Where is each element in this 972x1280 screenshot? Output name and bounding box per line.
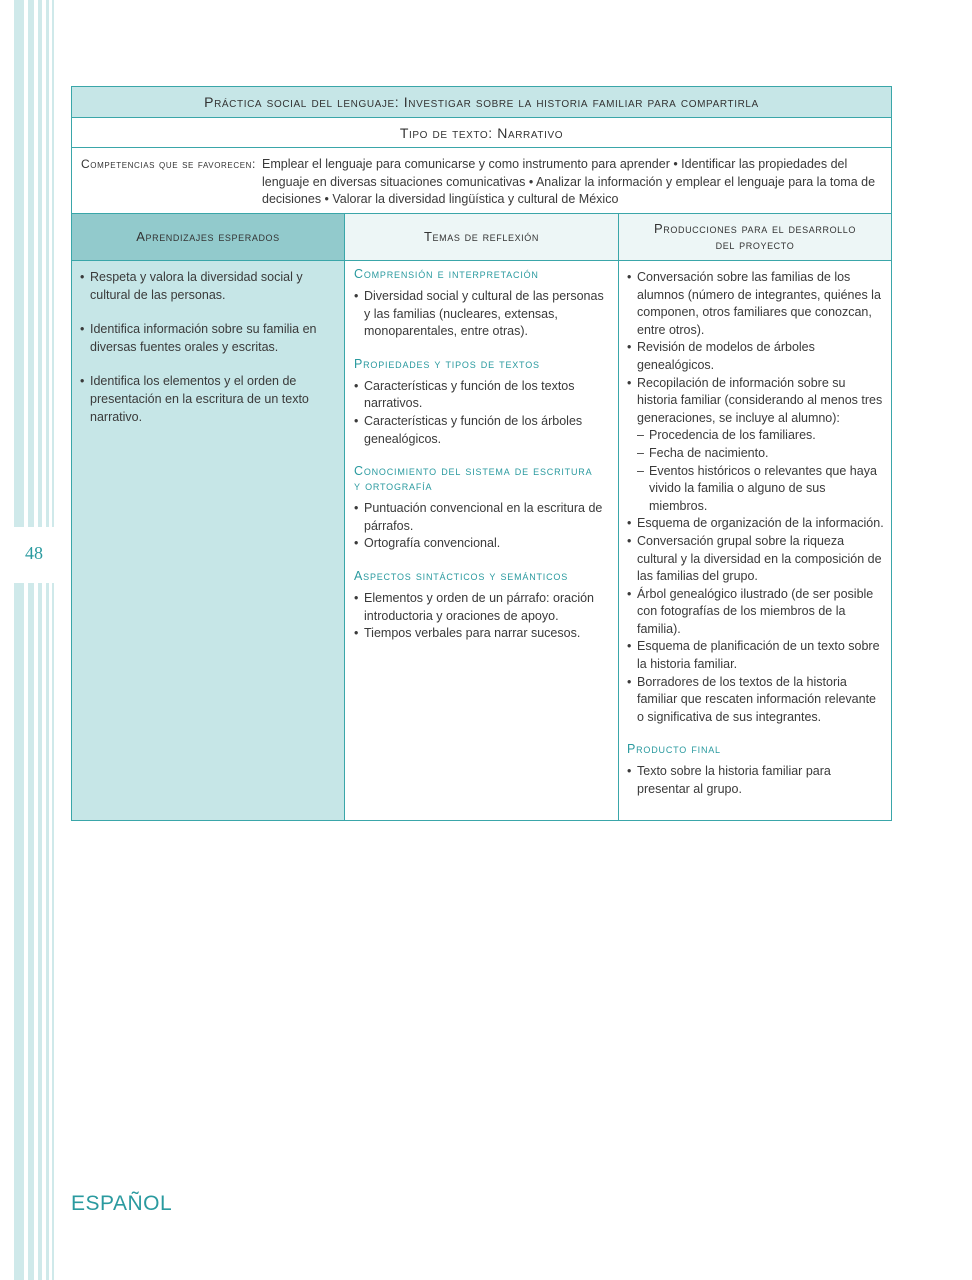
decorative-stripe	[52, 0, 54, 1280]
decorative-stripe	[46, 0, 49, 1280]
header-producciones: Producciones para el desarrollo del proyecto	[619, 214, 891, 260]
list-item: • Identifica información sobre su familia en diversas fuentes orales y escritas.	[80, 321, 338, 356]
text-type: Tipo de texto: Narrativo	[399, 124, 564, 141]
sub-list-item: – Eventos históricos o relevantes que haya vivido la familia o alguno de sus miembros.	[627, 463, 885, 516]
competencias-text: Emplear el lenguaje para comunicarse y como instrumento para aprender • Identificar las propiedades del lenguaje en diversas situaciones comunicativas • Analizar la información y emplear el lenguaje para la toma de decisiones • Valorar la diversidad lingüística y cultural de México	[262, 157, 876, 206]
list-item: • Diversidad social y cultural de las personas y las familias (nucleares, extensas, monoparentales, entre otras).	[354, 288, 612, 341]
temas-section	[354, 569, 612, 643]
competencias-row	[72, 148, 891, 214]
list-item: • Identifica los elementos y el orden de presentación en la escritura de un texto narrativo.	[80, 373, 338, 426]
list-item: • Esquema de planificación de un texto sobre la historia familiar.	[627, 638, 885, 673]
list-item: • Esquema de organización de la información.	[627, 515, 885, 533]
header-aprendizajes: Aprendizajes esperados	[72, 214, 345, 260]
aprendizajes-column	[72, 261, 345, 820]
header-temas: Temas de reflexión	[345, 214, 619, 260]
practice-title: Práctica social del lenguaje: Investigar sobre la historia familiar para compartirla	[204, 94, 759, 110]
list-item: • Texto sobre la historia familiar para presentar al grupo.	[627, 763, 885, 798]
column-headers	[72, 214, 891, 261]
final-product-title: Producto final	[627, 742, 721, 757]
table-body	[72, 261, 891, 820]
list-item: • Características y función de los árboles genealógicos.	[354, 413, 612, 448]
temas-section	[354, 267, 612, 341]
list-item: • Borradores de los textos de la historia familiar que rescaten información relevante o significativa de sus integrantes.	[627, 674, 885, 727]
list-item: • Puntuación convencional en la escritura de párrafos.	[354, 500, 612, 535]
text-type-row	[72, 118, 891, 148]
list-item: • Características y función de los textos narrativos.	[354, 378, 612, 413]
list-item: • Árbol genealógico ilustrado (de ser posible con fotografías de los miembros de la familia).	[627, 586, 885, 639]
producciones-column	[619, 261, 891, 820]
list-item: • Conversación sobre las familias de los alumnos (número de integrantes, quiénes la componen, otros familiares que conozcan, entre otros).	[627, 269, 885, 339]
list-item: • Tiempos verbales para narrar sucesos.	[354, 625, 612, 643]
list-item: • Ortografía convencional.	[354, 535, 612, 553]
decorative-stripe	[28, 0, 34, 1280]
list-item: • Revisión de modelos de árboles genealógicos.	[627, 339, 885, 374]
competencias-label: Competencias que se favorecen:	[81, 157, 256, 171]
list-item: • Conversación grupal sobre la riqueza cultural y la diversidad en la composición de las familias del grupo.	[627, 533, 885, 586]
section-title: Aspectos sintácticos y semánticos	[354, 568, 569, 583]
section-title: Conocimiento del sistema de escritura y ortografía	[354, 464, 593, 494]
sub-list-item: – Fecha de nacimiento.	[627, 445, 885, 463]
temas-section	[354, 464, 612, 553]
decorative-stripe	[14, 0, 24, 1280]
list-item: • Recopilación de información sobre su historia familiar (considerando al menos tres generaciones, se incluye al alumno):	[627, 375, 885, 428]
section-title: Propiedades y tipos de textos	[354, 356, 540, 371]
curriculum-table	[71, 86, 892, 821]
decorative-stripe	[38, 0, 42, 1280]
temas-column	[345, 261, 619, 820]
section-title: Comprensión e interpretación	[354, 267, 539, 281]
list-item: • Elementos y orden de un párrafo: oración introductoria y oraciones de apoyo.	[354, 590, 612, 625]
practice-row	[72, 87, 891, 118]
sub-list-item: – Procedencia de los familiares.	[627, 427, 885, 445]
list-item: • Respeta y valora la diversidad social y cultural de las personas.	[80, 269, 338, 304]
subject-label: ESPAÑOL	[71, 1192, 173, 1215]
temas-section	[354, 357, 612, 448]
page-number: 48	[25, 543, 43, 563]
